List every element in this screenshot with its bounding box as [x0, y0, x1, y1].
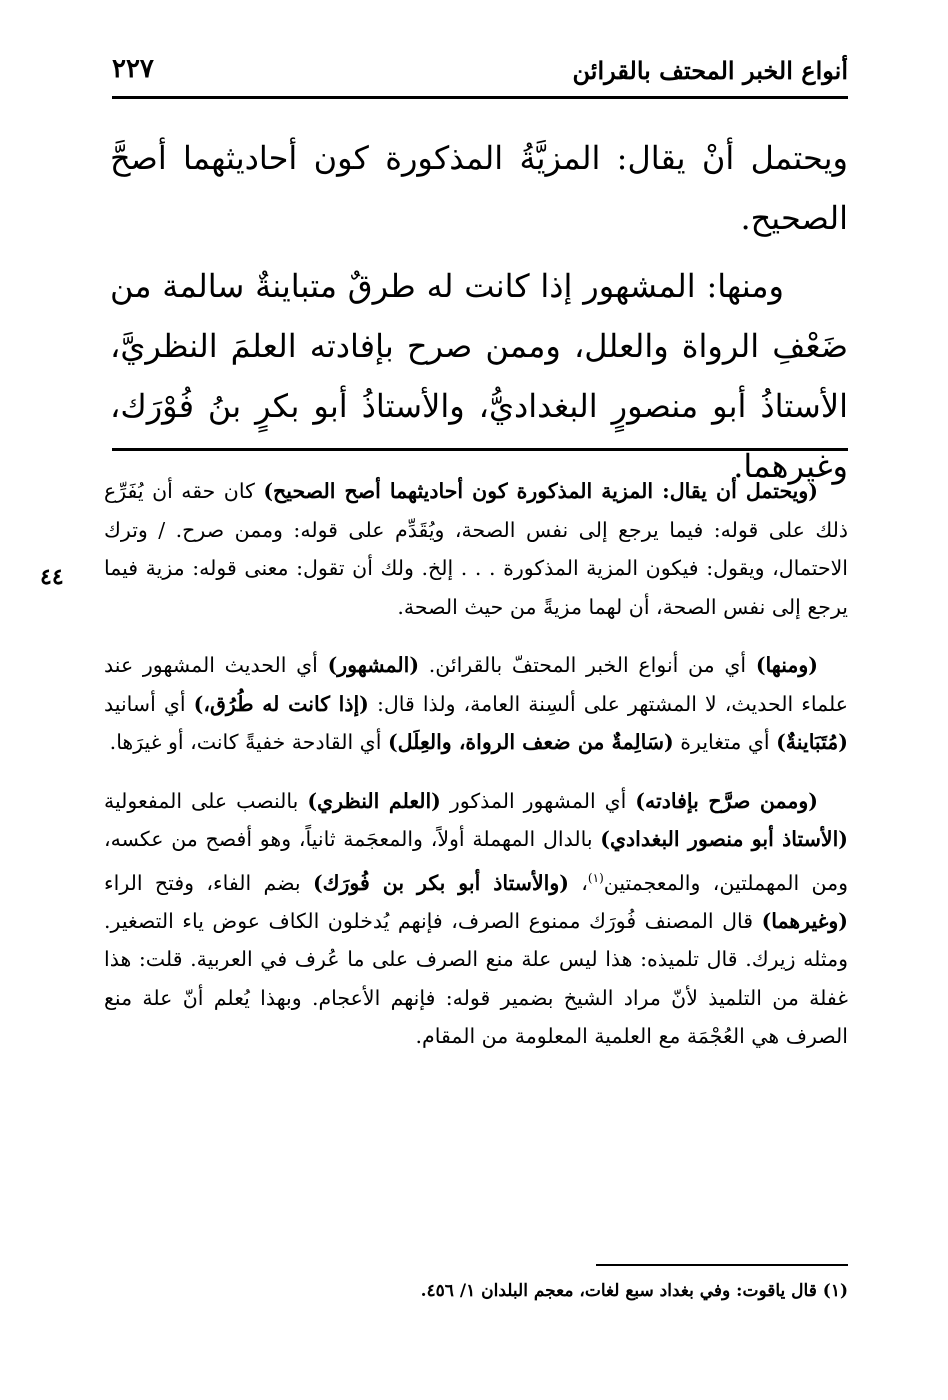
commentary-text: ، [568, 870, 588, 895]
quoted-matn: (إذا كانت له طُرُق،) [193, 691, 369, 716]
commentary-paragraph [104, 782, 848, 1056]
commentary-text: أي من أنواع الخبر المحتفّ بالقرائن. [419, 653, 756, 677]
commentary [104, 472, 848, 1056]
main-paragraph: ومنها: المشهور إذا كانت له طرقٌ متباينةٌ سالمة من ضَعْفِ الرواة والعلل، وممن صرح بإفادته العلمَ النظريَّ، الأستاذُ أبو منصورٍ البغداديُّ، والأستاذُ أبو بكرٍ بنُ فُوْرَك، وغيرهما. [110, 267, 848, 485]
margin-page-marker: ٤٤ [40, 564, 64, 590]
commentary-text: أي المشهور المذكور [440, 788, 636, 813]
commentary-text: بالدال المهملة أولاً، والمعجَمة ثانياً، وهو أفصح من عكسه، ومن المهملتين، والمعجمتين [104, 827, 848, 895]
commentary-text: أي القادحة خفيةً كانت، أو غيرَها. [109, 730, 388, 754]
quoted-matn: (العلم النظري) [307, 788, 441, 813]
page-number: ٢٢٧ [112, 54, 154, 84]
commentary-text: كان حقه أن يُفَرِّع ذلك على قوله: فيما يرجع إلى نفس الصحة، ويُقَدِّم على قوله: وممن صرح. / وترك الاحتمال، ويقول: فيكون المزية المذكورة . . . إلخ. ولك أن تقول: معنى قوله: مزية فيما يرجع إلى نفس الصحة، أن لهما مزيةً من حيث الصحة. [104, 479, 848, 619]
quoted-matn: (ويحتمل أن يقال: المزية المذكورة كون أحاديثهما أصح الصحيح) [263, 479, 818, 503]
main-text [110, 128, 848, 496]
commentary-text: أي متغايرة [673, 730, 777, 754]
commentary-text: قال المصنف فُورَك ممنوع الصرف، فإنهم يُدخلون الكاف عوض ياء التصغير. ومثله زيرك. قال تلميذه: هذا ليس علة منع الصرف على ما عُرف في العربية. قلت: هذا غفلة من التلميذ لأنّ مراد الشيخ بضمير قوله: فإنهم الأعجام. وبهذا يُعلم أنّ علة منع الصرف هي العُجْمَة مع العلمية المعلومة من المقام. [104, 908, 848, 1049]
running-header [112, 52, 848, 92]
quoted-matn: (وممن صرَّح بإفادته) [635, 788, 818, 813]
section-divider [112, 448, 848, 451]
quoted-matn: (وغيرهما) [761, 908, 848, 933]
commentary-text: أي الحديث المشهور عند علماء الحديث، لا المشتهر على ألسِنة العامة، ولذا قال: [104, 653, 848, 716]
header-rule [112, 96, 848, 99]
footnote: (١) قال ياقوت: وفي بغداد سبع لغات، معجم البلدان ١/ ٤٥٦. [420, 1281, 848, 1301]
commentary-paragraph [104, 472, 848, 626]
commentary-text: أي أسانيد [104, 691, 194, 716]
quoted-matn: (ومنها) [755, 653, 819, 677]
footnote-rule [596, 1264, 848, 1266]
commentary-paragraph [104, 646, 848, 762]
quoted-matn: (المشهور) [327, 653, 420, 677]
commentary-text: بضم الفاء، وفتح الراء [104, 870, 313, 895]
quoted-matn: (سَالِمةٌ من ضعف الرواة، والعِلَل) [387, 730, 674, 754]
main-paragraph: ويحتمل أنْ يقال: المزيَّةُ المذكورة كون أحاديثهما أصحَّ الصحيح. [110, 139, 848, 237]
commentary-text: بالنصب على المفعولية [104, 788, 308, 813]
quoted-matn: (الأستاذ أبو منصور البغدادي) [600, 827, 848, 851]
footnote-reference: (١) [587, 870, 604, 885]
chapter-title: أنواع الخبر المحتف بالقرائن [572, 56, 848, 85]
quoted-matn: (مُتَبَاينةٌ) [776, 730, 848, 754]
quoted-matn: (والأستاذ أبو بكر بن فُورَك) [312, 870, 569, 895]
